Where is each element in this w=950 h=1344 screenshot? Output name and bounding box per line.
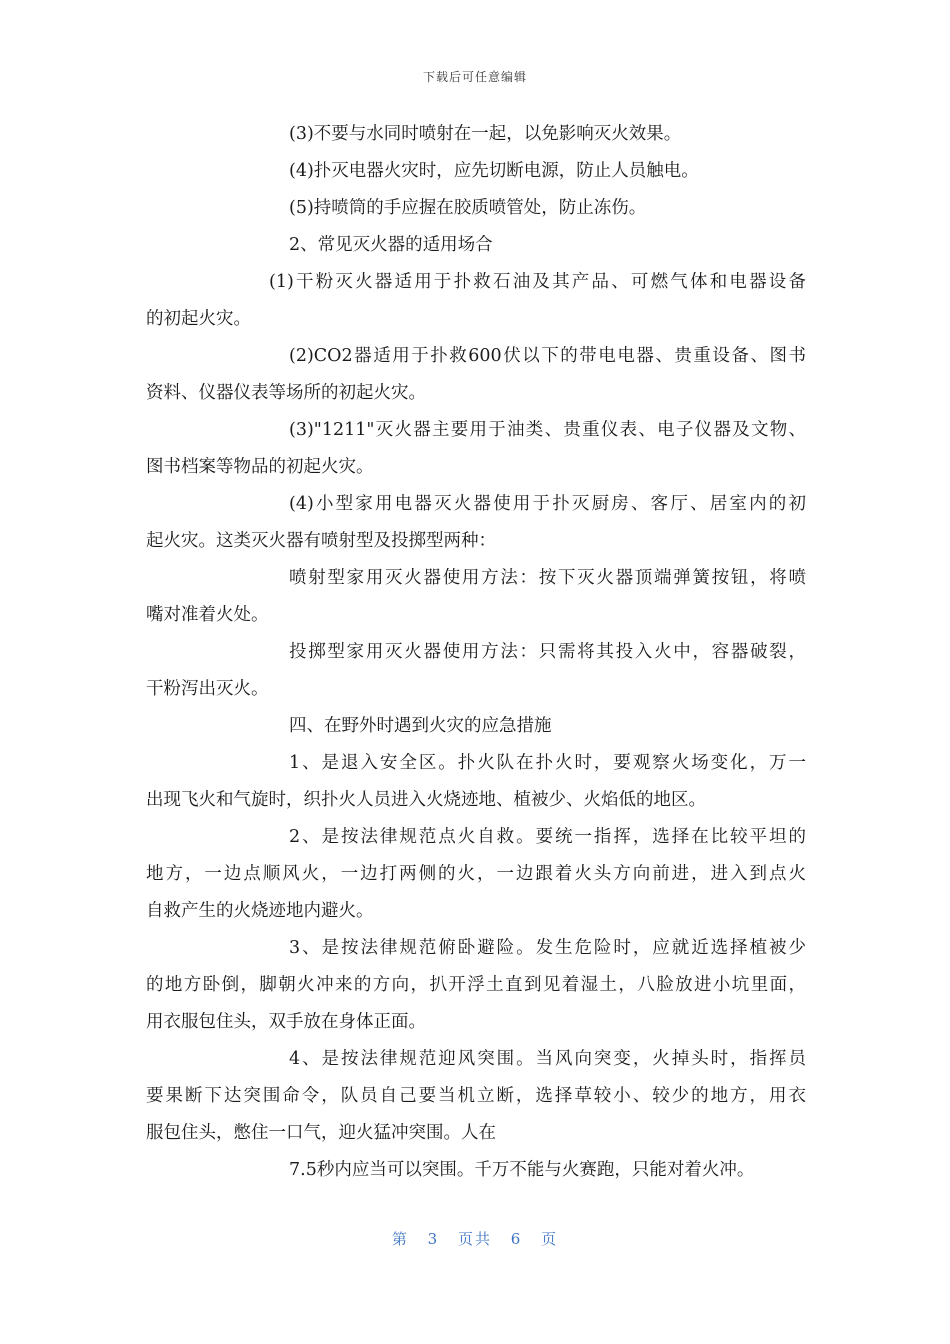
footer-total-pages: 6 [510, 1230, 523, 1248]
text-line: 起火灾。这类灭火器有喷射型及投掷型两种： [146, 531, 496, 551]
text-line: 喷射型家用灭火器使用方法：按下灭火器顶端弹簧按钮，将喷 [289, 568, 806, 588]
text-line: 4、是按法律规范迎风突围。当风向突变，火掉头时，指挥员 [289, 1049, 806, 1069]
text-line: 7.5秒内应当可以突围。千万不能与火赛跑，只能对着火冲。 [289, 1160, 755, 1180]
text-line: 图书档案等物品的初起火灾。 [146, 457, 374, 477]
text-line: (2)CO2器适用于扑救600伏以下的带电电器、贵重设备、图书 [289, 346, 806, 366]
text-line: (4)扑灭电器火灾时，应先切断电源，防止人员触电。 [289, 161, 699, 181]
text-line: (5)持喷筒的手应握在胶质喷管处，防止冻伤。 [289, 198, 647, 218]
text-line: 地方，一边点顺风火，一边打两侧的火，一边跟着火头方向前进，进入到点火 [146, 864, 806, 884]
footer-mid: 页共 [457, 1230, 492, 1248]
text-line: 2、是按法律规范点火自救。要统一指挥，选择在比较平坦的 [289, 827, 806, 847]
header-note: 下载后可任意编辑 [422, 70, 527, 84]
text-line: 资料、仪器仪表等场所的初起火灾。 [146, 383, 426, 403]
text-line: (4)小型家用电器灭火器使用于扑灭厨房、客厅、居室内的初 [289, 494, 806, 514]
text-line: 服包住头，憋住一口气，迎火猛冲突围。人在 [146, 1123, 496, 1143]
page-footer [0, 1228, 950, 1249]
footer-suffix: 页 [541, 1230, 559, 1248]
text-line: 要果断下达突围命令，队员自己要当机立断，选择草较小、较少的地方，用衣 [146, 1086, 806, 1106]
text-line: 3、是按法律规范俯卧避险。发生危险时，应就近选择植被少 [289, 938, 806, 958]
footer-current-page: 3 [427, 1230, 440, 1248]
text-line: 出现飞火和气旋时，织扑火人员进入火烧迹地、植被少、火焰低的地区。 [146, 790, 706, 810]
text-line: 的初起火灾。 [146, 309, 251, 329]
text-line: (1)干粉灭火器适用于扑救石油及其产品、可燃气体和电器设备 [269, 272, 806, 292]
footer-prefix: 第 [391, 1230, 409, 1248]
text-line: 嘴对准着火处。 [146, 605, 269, 625]
text-line: 1、是退入安全区。扑火队在扑火时，要观察火场变化，万一 [289, 753, 806, 773]
document-body [146, 116, 806, 1189]
text-line: 四、在野外时遇到火灾的应急措施 [289, 716, 552, 736]
text-line: 干粉泻出灭火。 [146, 679, 269, 699]
text-line: 的地方卧倒，脚朝火冲来的方向，扒开浮土直到见着湿土，八脸放进小坑里面， [146, 975, 806, 995]
text-line: 自救产生的火烧迹地内避火。 [146, 901, 374, 921]
text-line: (3)不要与水同时喷射在一起，以免影响灭火效果。 [289, 124, 682, 144]
text-line: 投掷型家用灭火器使用方法：只需将其投入火中，容器破裂， [289, 642, 806, 662]
text-line: 2、常见灭火器的适用场合 [289, 235, 493, 255]
text-line: 用衣服包住头，双手放在身体正面。 [146, 1012, 426, 1032]
text-line: (3)"1211"灭火器主要用于油类、贵重仪表、电子仪器及文物、 [289, 420, 806, 440]
